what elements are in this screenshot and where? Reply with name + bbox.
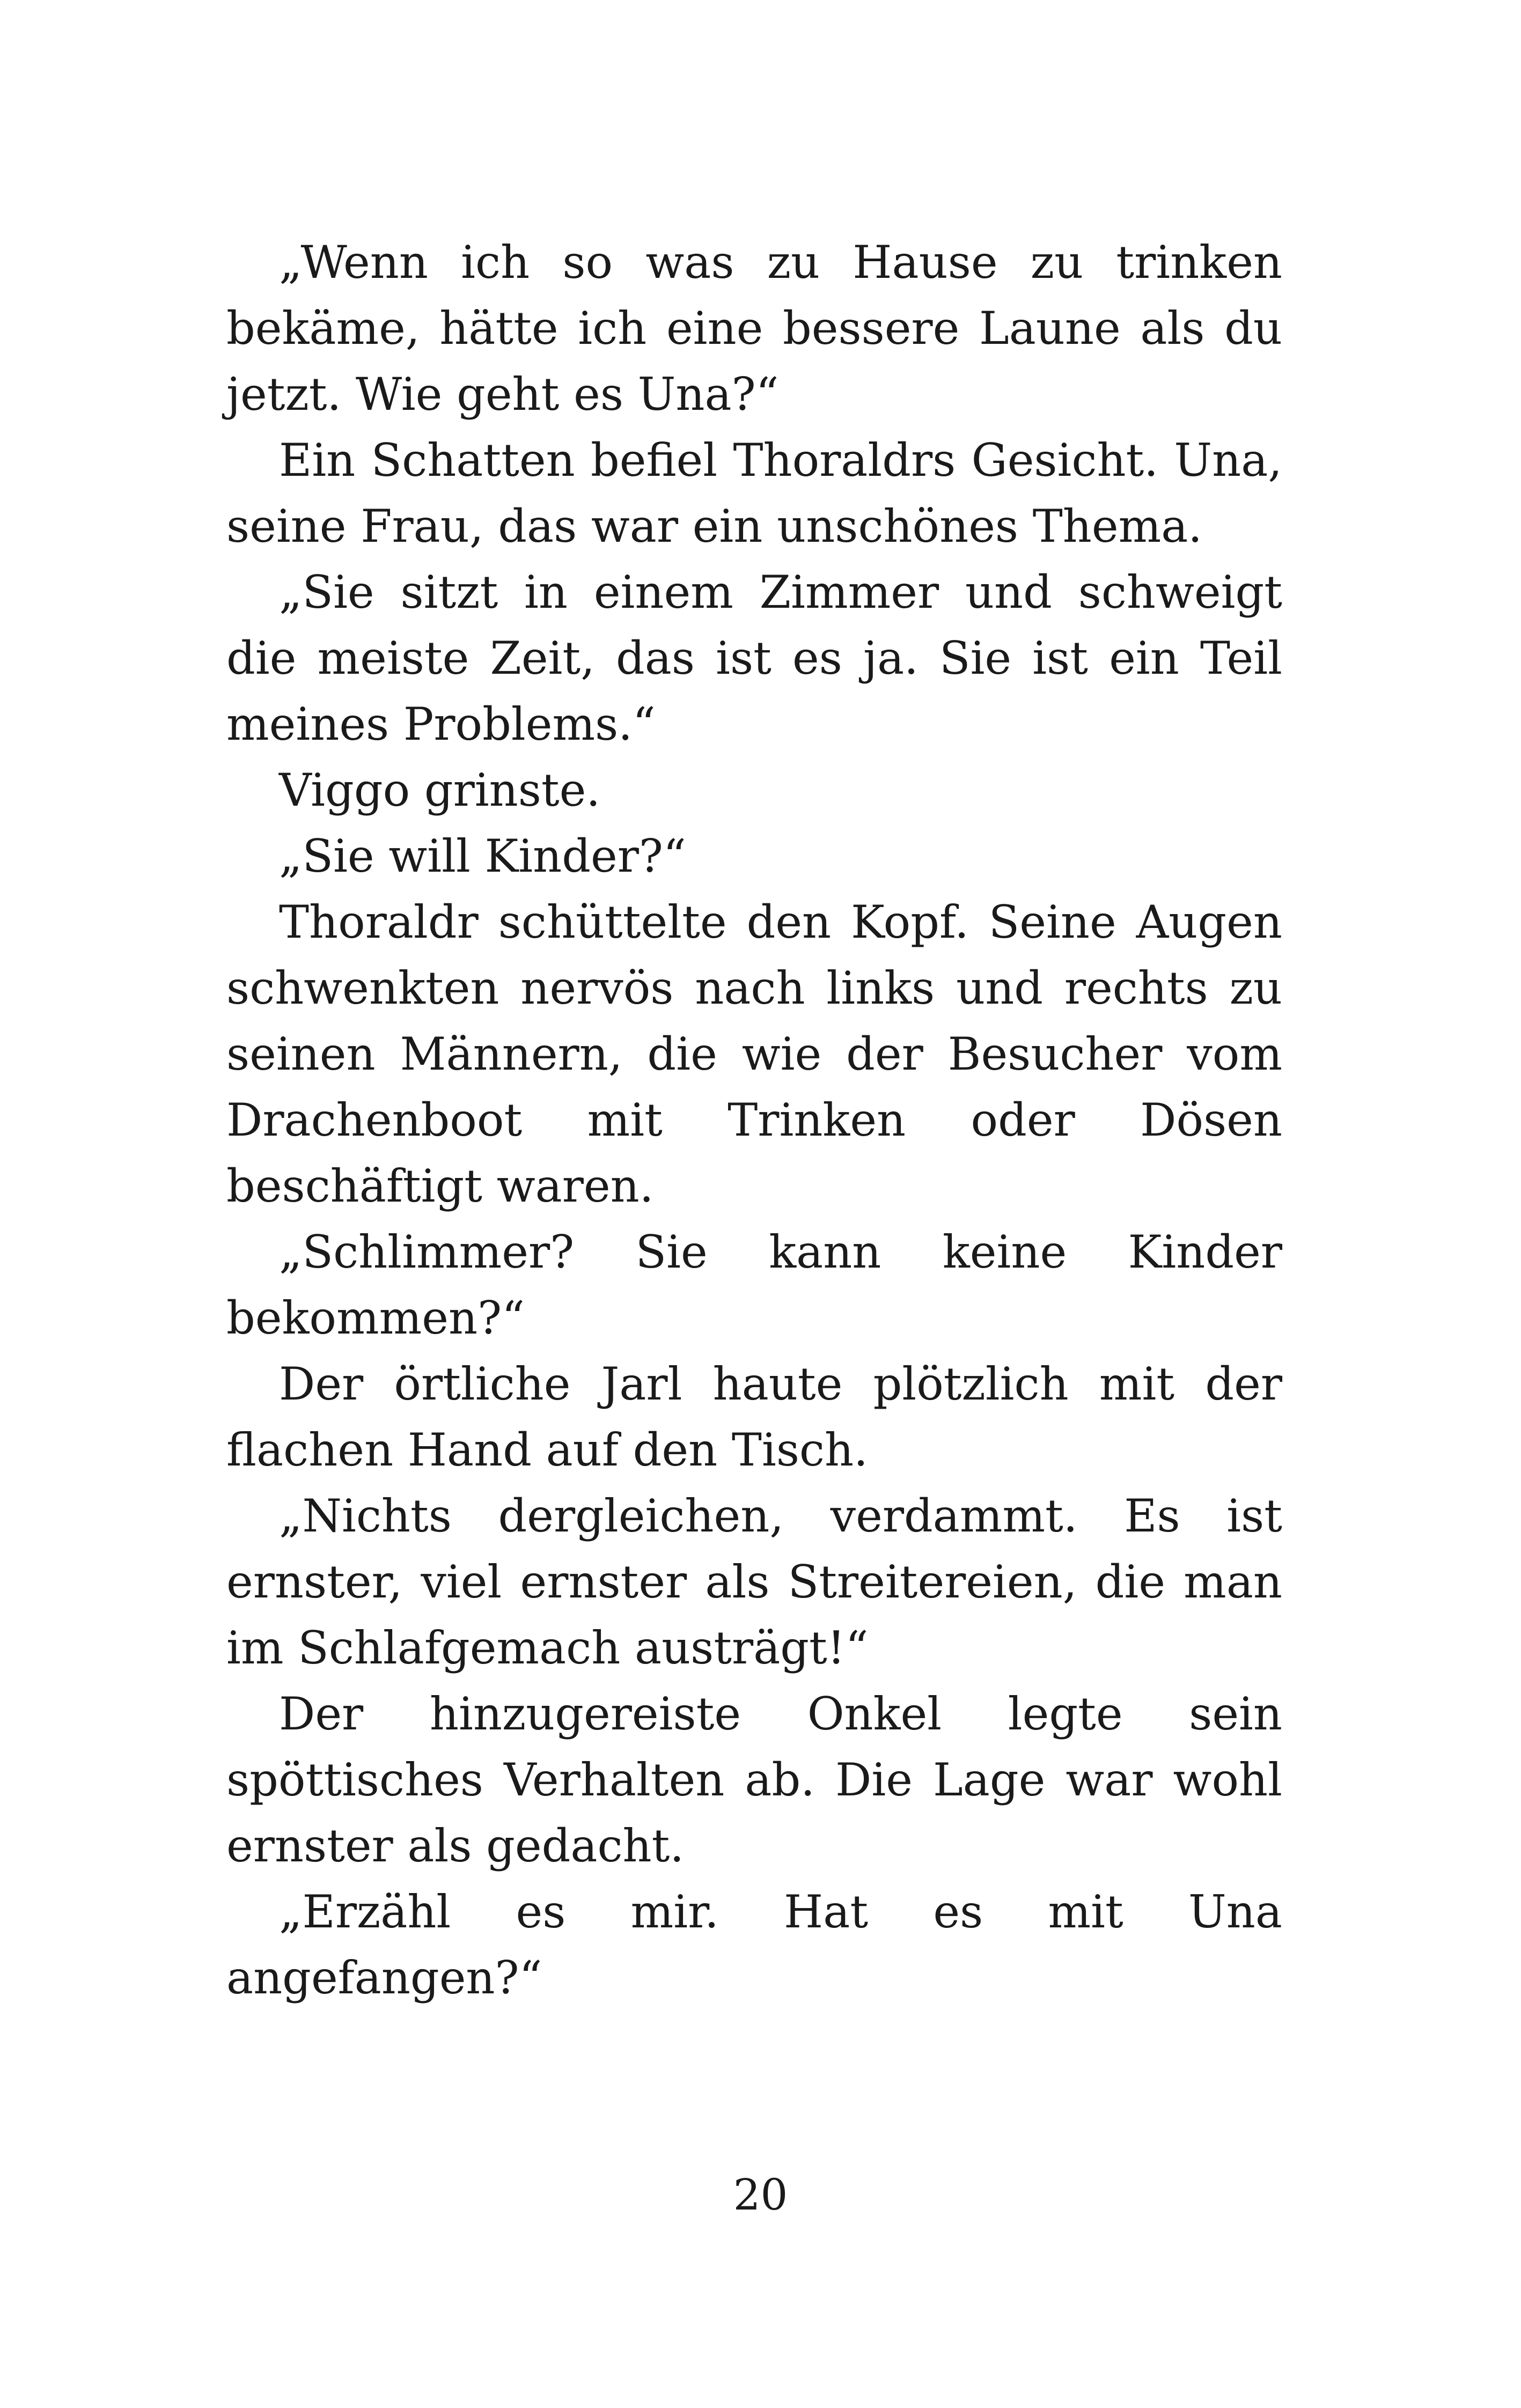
- paragraph: „Schlimmer? Sie kann keine Kinder bekommen?“: [226, 1226, 1282, 1344]
- paragraph: „Erzähl es mir. Hat es mit Una angefangen?“: [226, 1886, 1282, 2004]
- page-number: 20: [733, 2170, 788, 2220]
- body-text: [226, 230, 1282, 2011]
- paragraph: Thoraldr schüttelte den Kopf. Seine Augen schwenkten nervös nach links und rechts zu seinen Männern, die wie der Besucher vom Drachenboot mit Trinken oder Dösen beschäftigt waren.: [226, 896, 1282, 1212]
- paragraph: Ein Schatten befiel Thoraldrs Gesicht. Una, seine Frau, das war ein unschönes Thema.: [226, 434, 1282, 553]
- paragraph: „Wenn ich so was zu Hause zu trinken bekäme, hätte ich eine bessere Laune als du jetzt. Wie geht es Una?“: [226, 236, 1282, 421]
- paragraph: „Sie sitzt in einem Zimmer und schweigt die meiste Zeit, das ist es ja. Sie ist ein Teil meines Problems.“: [226, 566, 1282, 750]
- paragraph: „Sie will Kinder?“: [279, 830, 686, 882]
- paragraph: Der örtliche Jarl haute plötzlich mit der flachen Hand auf den Tisch.: [226, 1358, 1282, 1476]
- paragraph: Der hinzugereiste Onkel legte sein spöttisches Verhalten ab. Die Lage war wohl ernster als gedacht.: [226, 1688, 1282, 1872]
- paragraph: „Nichts dergleichen, verdammt. Es ist ernster, viel ernster als Streitereien, die man im Schlafgemach austrägt!“: [226, 1490, 1282, 1674]
- paragraph: Viggo grinste.: [279, 764, 601, 816]
